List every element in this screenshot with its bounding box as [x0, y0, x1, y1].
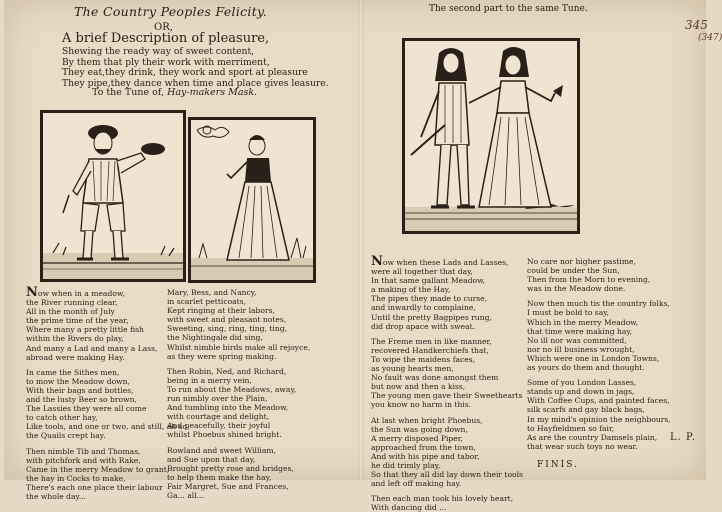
verse-line: that wear such toys no wear.	[527, 441, 638, 451]
verse-line: To wipe the maidens faces,	[371, 354, 476, 364]
verse-line: Then nimble Tib and Thomas,	[26, 446, 141, 456]
summary-line: By them that ply their work with merriment,	[62, 56, 270, 68]
verse-line: The pipes they made to curse,	[371, 294, 488, 304]
verse-line: you know no harm in this.	[371, 400, 472, 410]
verse-line: Then from the Morn to evening,	[527, 275, 651, 285]
verse-line: Sweeting, sing, ring, ting, ting,	[167, 324, 287, 334]
verse-line: could be under the Sun,	[527, 266, 620, 276]
summary-line: They pipe,they dance when time and place gives leasure.	[62, 77, 329, 89]
verse-line: Now then much tis the country folks,	[527, 299, 670, 309]
verse-line: In came the Sithes men,	[26, 367, 120, 377]
verse-line: to catch other hay,	[26, 413, 98, 423]
tune-name: Hay-makers Mask.	[167, 87, 258, 98]
verse-line: silk scarfs and gay black bags,	[527, 405, 645, 415]
verse-line: Until the pretty Bagpipes rung,	[371, 312, 492, 322]
verse-line: did drop apace with sweat.	[371, 321, 476, 331]
verse-line: Which in the merry Meadow,	[527, 317, 639, 327]
ballad-summary	[62, 47, 329, 89]
verse-line: The Freme men in like manner,	[371, 336, 492, 346]
woman-figure-illustration	[191, 120, 313, 280]
verse-line: as young hearts men,	[371, 364, 454, 374]
verse-line: recovered Handkerchiefs that,	[371, 345, 489, 355]
verse-line: No ill nor was committed,	[527, 335, 627, 345]
verse-line: The Lassies they were all come	[26, 404, 147, 414]
verse-line: and inwardly to complaine,	[371, 303, 476, 313]
verse-line: within the Rivers do play,	[26, 334, 124, 344]
verse-line: with sweet and pleasant notes,	[167, 315, 287, 325]
verse-line: approached from the town,	[371, 442, 476, 452]
verse-line: Fair Margret, Sue and Frances,	[167, 481, 289, 491]
verse-line: Then each man took his lovely heart,	[371, 494, 514, 504]
verse-line: Like tools, and one or two, and still, ah so,	[26, 422, 190, 432]
verse-line: were all together that day,	[371, 267, 473, 277]
verse-line: in scarlet petticoats,	[167, 297, 247, 307]
verse-line: and the lusty Beer so brown,	[26, 395, 137, 405]
verse-line: to mow the Meadow down,	[26, 376, 130, 386]
verse-line: Came in the merry Meadow to grant,	[26, 464, 170, 474]
center-fold	[358, 0, 364, 480]
verse-line: the Sun was going down,	[371, 424, 468, 434]
broadside-sheet	[4, 0, 722, 512]
verse-line: A merry disposed Piper,	[371, 433, 463, 443]
verse-line: with pitchfork and with Rake,	[26, 455, 141, 465]
summary-line: Shewing the ready way of sweet content,	[62, 46, 255, 57]
verse-line: nor no ill business wrought,	[527, 344, 635, 354]
second-part-heading: The second part to the same Tune.	[429, 4, 588, 14]
verse-line: Then Robin, Ned, and Richard,	[167, 366, 287, 376]
verse-line: At last when bright Phoebus,	[371, 415, 483, 425]
verse-line: the hay in Cocks to make,	[26, 473, 126, 483]
verse-line: the whole day...	[26, 491, 87, 501]
verse-line: With dancing did ...	[371, 503, 447, 512]
verse-line: Whilst nimble birds make all rejoyce,	[167, 342, 311, 352]
finis-mark: FINIS.	[537, 460, 579, 470]
verse-line: Mary, Bess, and Nancy,	[167, 288, 257, 297]
verse-line: The young men gave their Sweethearts	[371, 391, 523, 401]
folio-number-secondary: (347)	[698, 33, 722, 43]
verse-line: No care nor higher pastime,	[527, 257, 636, 266]
verse-line: Brought pretty rose and bridges,	[167, 463, 294, 473]
verse-line: Some of you London Lasses,	[527, 378, 637, 388]
verse-line: Ga... all...	[167, 490, 204, 500]
verse-line: And many a Lad and many a Lass,	[26, 343, 158, 353]
verse-line: Now when these Lads and Lasses,	[371, 254, 509, 269]
verse-line: the Nightingale did sing,	[167, 333, 263, 343]
verse-line: In that same gallant Meadow,	[371, 276, 486, 286]
verse-line: as yours do them and thought.	[527, 363, 645, 373]
verse-line: And peacefully, their joyful	[167, 421, 271, 431]
verse-line: to help them make the hay,	[167, 472, 272, 482]
verse-line: the Quails crept hay.	[26, 431, 106, 441]
tune-prefix: To the Tune of,	[92, 87, 165, 98]
verse-line: he did trimly play,	[371, 460, 441, 470]
verse-line: was in the Meadow done.	[527, 284, 626, 294]
verse-line: that time were making hay,	[527, 326, 633, 336]
printer-initials: L. P.	[670, 432, 696, 443]
verse-line: a making of the Hay,	[371, 285, 451, 295]
verse-line: stands up and down in jags,	[527, 387, 635, 397]
verse-line: Kept ringing at their labors,	[167, 306, 275, 316]
verse-line: So that they all did lay down their tools	[371, 470, 523, 480]
verse-line: the prime time of the year,	[26, 316, 129, 326]
verse-line: with courtage and delight,	[167, 412, 270, 422]
folio-number: 345	[685, 18, 708, 32]
verse-line: No fault was done amongst them	[371, 373, 499, 383]
verse-line: And with his pipe and tabor,	[371, 451, 480, 461]
verse-line: abroad were making Hay.	[26, 352, 125, 362]
verse-line: As are the country Damsels plain,	[527, 432, 658, 442]
verse-line: whilst Phoebus shined bright.	[167, 430, 282, 440]
verse-line: Now when in a meadow,	[26, 285, 125, 300]
verse-line: being in a merry vein,	[167, 375, 252, 385]
man-figure-illustration	[43, 113, 183, 279]
ballad-column-3	[371, 254, 523, 512]
ballad-column-4	[527, 257, 671, 451]
ballad-column-1	[26, 285, 190, 501]
verse-line: With their bags and bottles,	[26, 385, 134, 395]
verse-line: With Coffee Cups, and painted faces,	[527, 396, 670, 406]
verse-line: To run about the Meadows, away,	[167, 384, 297, 394]
title-or: OR,	[154, 22, 173, 33]
verse-line: Rowland and sweet William,	[167, 445, 276, 455]
verse-line: as they were spring making.	[167, 351, 277, 361]
woodcut-man-holding-hat	[40, 110, 186, 282]
ballad-title: The Country Peoples Felicity.	[74, 4, 268, 19]
verse-line: the River running clear,	[26, 298, 118, 308]
woodcut-couple-walking	[402, 38, 580, 234]
ballad-subtitle: A brief Description of pleasure,	[62, 31, 270, 46]
verse-line: run nimbly over the Plain,	[167, 394, 268, 404]
verse-line: and Sue upon that day,	[167, 454, 256, 464]
summary-line: They eat,they drink, they work and sport at pleasure	[62, 67, 308, 78]
woodcut-woman-standing	[188, 117, 316, 283]
verse-line: And tumbling into the Meadow,	[167, 403, 289, 413]
couple-figure-illustration	[405, 41, 577, 231]
verse-line: Where many a pretty little fish	[26, 325, 144, 335]
tune-line	[92, 87, 257, 98]
ballad-column-2	[167, 288, 310, 500]
verse-line: and left off making hay.	[371, 479, 462, 489]
verse-line: In my mind's opinion the neighbours,	[527, 414, 671, 424]
verse-line: but now and then a kiss,	[371, 382, 466, 392]
verse-line: I must be bold to say,	[527, 308, 609, 318]
verse-line: Which were one in London Towns,	[527, 353, 660, 363]
verse-line: to Hayfieldmen so fair,	[527, 423, 615, 433]
verse-line: All in the month of July	[26, 307, 115, 317]
verse-line: There's each one place their labour	[26, 482, 163, 492]
